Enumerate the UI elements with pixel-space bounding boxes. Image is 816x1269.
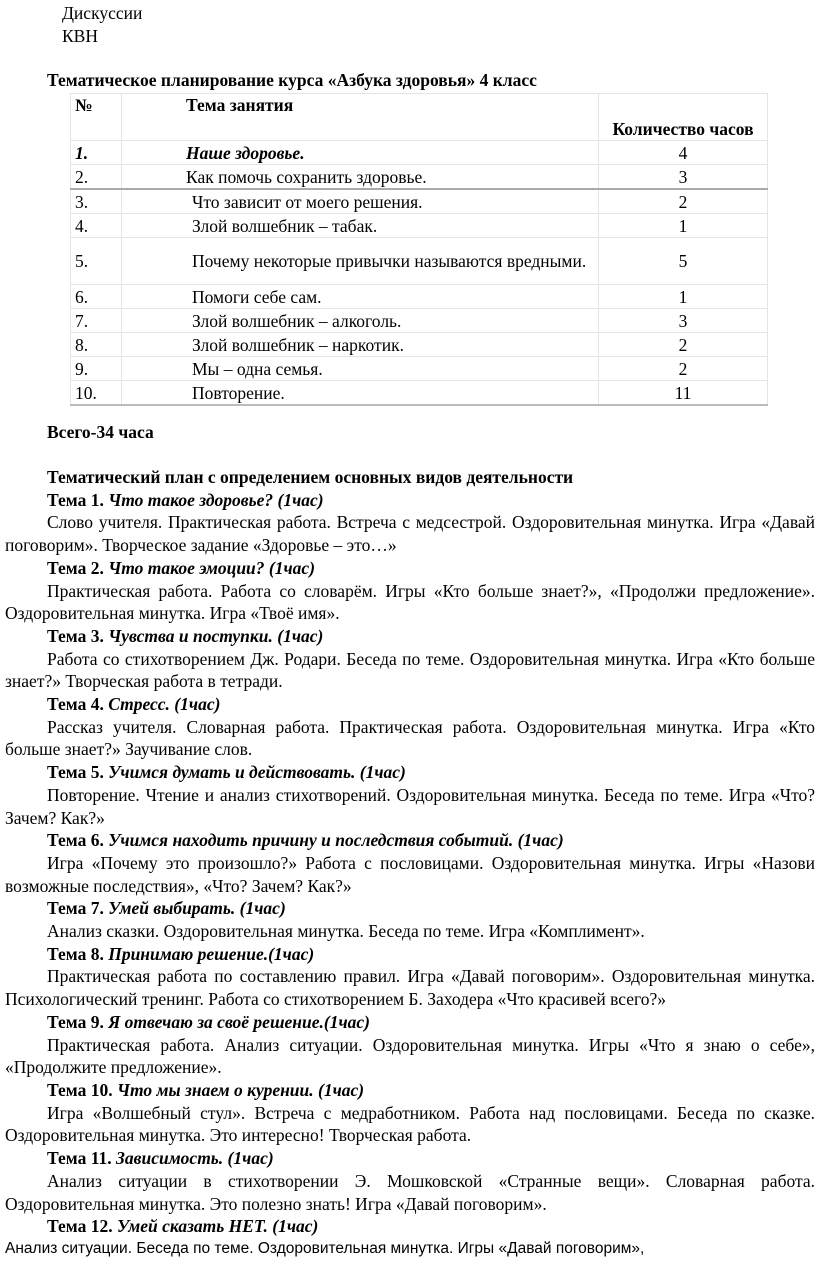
row-hours: 1 <box>599 214 768 238</box>
header-number: № <box>71 94 122 141</box>
topic-label: Тема 8. <box>47 943 104 964</box>
topic-heading <box>5 897 815 920</box>
topic-heading <box>5 1147 815 1170</box>
row-topic: Наше здоровье. <box>122 141 599 165</box>
row-hours: 2 <box>599 357 768 381</box>
topic-name: Умей выбирать. (1час) <box>108 898 286 919</box>
row-number: 6. <box>71 285 122 309</box>
topic-description: Практическая работа. Работа со словарём. Игры «Кто больше знает?», «Продолжи предложение». Оздоровительная минутка. Игра «Твоё имя». <box>5 580 815 624</box>
topic-name: Умей сказать НЕТ. (1час) <box>116 1216 319 1237</box>
topic-label: Тема 5. <box>47 762 104 783</box>
topic-label: Тема 11. <box>47 1148 112 1169</box>
row-number: 3. <box>71 189 122 214</box>
table-row <box>71 381 768 406</box>
activity-item: Дискуссии <box>62 3 143 23</box>
topic-description: Работа со стихотворением Дж. Родари. Беседа по теме. Оздоровительная минутка. Игра «Кто больше знает?» Творческая работа в тетради. <box>5 648 815 692</box>
activity-list <box>62 2 142 48</box>
topic-label: Тема 1. <box>47 489 104 510</box>
topic-description: Практическая работа. Анализ ситуации. Оздоровительная минутка. Игры «Что я знаю о себе», «Продолжите предложение». <box>5 1034 815 1078</box>
topic-description: Игра «Почему это произошло?» Работа с пословицами. Оздоровительная минутка. Игры «Назови возможные последствия», «Что? Зачем? Как?» <box>5 852 815 896</box>
row-hours: 2 <box>599 333 768 357</box>
topic-heading <box>5 1215 815 1238</box>
topic-label: Тема 7. <box>47 898 104 919</box>
topic-label: Тема 4. <box>47 694 104 715</box>
row-number: 4. <box>71 214 122 238</box>
row-number: 10. <box>71 381 122 406</box>
row-topic: Как помочь сохранить здоровье. <box>122 165 599 190</box>
row-topic: Злой волшебник – наркотик. <box>122 333 599 357</box>
row-number: 1. <box>71 141 122 165</box>
table-row <box>71 141 768 165</box>
topic-label: Тема 10. <box>47 1079 113 1100</box>
topic-description: Слово учителя. Практическая работа. Встреча с медсестрой. Оздоровительная минутка. Игра «Давай поговорим». Творческое задание «Здоровье – это…» <box>5 512 815 556</box>
topic-name: Принимаю решение.(1час) <box>108 943 315 964</box>
row-topic: Мы – одна семья. <box>122 357 599 381</box>
row-hours: 1 <box>599 285 768 309</box>
table-row <box>71 285 768 309</box>
topic-description: Повторение. Чтение и анализ стихотворений. Оздоровительная минутка. Беседа по теме. Игра «Что? Зачем? Как?» <box>5 784 815 828</box>
topic-name: Зависимость. (1час) <box>115 1148 274 1169</box>
row-hours: 5 <box>599 238 768 285</box>
table-row <box>71 333 768 357</box>
row-number: 8. <box>71 333 122 357</box>
row-topic: Что зависит от моего решения. <box>122 189 599 214</box>
topic-name: Что такое эмоции? (1час) <box>108 557 316 578</box>
topic-label: Тема 9. <box>47 1011 104 1032</box>
row-hours: 3 <box>599 165 768 190</box>
row-hours: 4 <box>599 141 768 165</box>
topic-heading <box>5 489 815 512</box>
activity-item: КВН <box>62 26 98 46</box>
topic-description: Анализ сказки. Оздоровительная минутка. Беседа по теме. Игра «Комплимент». <box>47 921 645 942</box>
topic-name: Чувства и поступки. (1час) <box>108 625 324 646</box>
table-row <box>71 165 768 190</box>
topic-heading <box>5 761 815 784</box>
row-topic: Помоги себе сам. <box>122 285 599 309</box>
topic-heading <box>5 557 815 580</box>
topic-name: Я отвечаю за своё решение.(1час) <box>108 1011 370 1032</box>
topic-name: Стресс. (1час) <box>108 694 221 715</box>
topic-heading <box>5 943 815 966</box>
row-number: 5. <box>71 238 122 285</box>
topic-description: Практическая работа по составлению правил. Игра «Давай поговорим». Оздоровительная минутка. Психологический тренинг. Работа со стихотворением Б. Заходера «Что красивей всего?» <box>5 966 815 1010</box>
topic-heading <box>5 829 815 852</box>
row-hours: 2 <box>599 189 768 214</box>
topic-name: Что такое здоровье? (1час) <box>108 489 324 510</box>
topic-heading <box>5 693 815 716</box>
topic-description: Рассказ учителя. Словарная работа. Практическая работа. Оздоровительная минутка. Игра «Кто больше знает?» Заучивание слов. <box>5 716 815 760</box>
header-topic: Тема занятия <box>122 94 599 141</box>
topic-label: Тема 12. <box>47 1216 113 1237</box>
topic-name: Что мы знаем о курении. (1час) <box>116 1079 365 1100</box>
row-topic: Повторение. <box>122 381 599 406</box>
row-number: 7. <box>71 309 122 333</box>
topic-heading <box>5 625 815 648</box>
topic-label: Тема 6. <box>47 830 104 851</box>
row-hours: 11 <box>599 381 768 406</box>
table-row <box>71 238 768 285</box>
topic-label: Тема 2. <box>47 557 104 578</box>
topic-description: Анализ ситуации в стихотворении Э. Мошковской «Странные вещи». Словарная работа. Оздоровительная минутка. Это полезно знать! Игра «Давай поговорим». <box>5 1170 815 1214</box>
topic-description: Анализ ситуации. Беседа по теме. Оздоровительная минутка. Игры «Давай поговорим», <box>5 1239 645 1257</box>
topic-name: Учимся находить причину и последствия событий. (1час) <box>108 830 564 851</box>
table-row <box>71 309 768 333</box>
topic-heading <box>5 1011 815 1034</box>
table-title: Тематическое планирование курса «Азбука здоровья» 4 класс <box>47 70 537 90</box>
plan-table <box>70 93 768 406</box>
table-row <box>71 189 768 214</box>
row-topic: Почему некоторые привычки называются вредными. <box>122 238 599 285</box>
row-number: 2. <box>71 165 122 190</box>
row-hours: 3 <box>599 309 768 333</box>
topic-heading <box>5 1079 815 1102</box>
plan-title: Тематический план с определением основных видов деятельности <box>47 467 574 487</box>
thematic-plan <box>5 466 815 1261</box>
row-topic: Злой волшебник – табак. <box>122 214 599 238</box>
topic-description: Игра «Волшебный стул». Встреча с медработником. Работа над пословицами. Беседа по сказке. Оздоровительная минутка. Это интересно! Творческая работа. <box>5 1102 815 1146</box>
header-hours: Количество часов <box>599 94 768 141</box>
row-topic: Злой волшебник – алкоголь. <box>122 309 599 333</box>
row-number: 9. <box>71 357 122 381</box>
table-row <box>71 214 768 238</box>
topic-name: Учимся думать и действовать. (1час) <box>108 762 406 783</box>
total-hours: Всего-34 часа <box>47 422 154 442</box>
table-row <box>71 357 768 381</box>
table-header-row <box>71 94 768 141</box>
topic-label: Тема 3. <box>47 625 104 646</box>
